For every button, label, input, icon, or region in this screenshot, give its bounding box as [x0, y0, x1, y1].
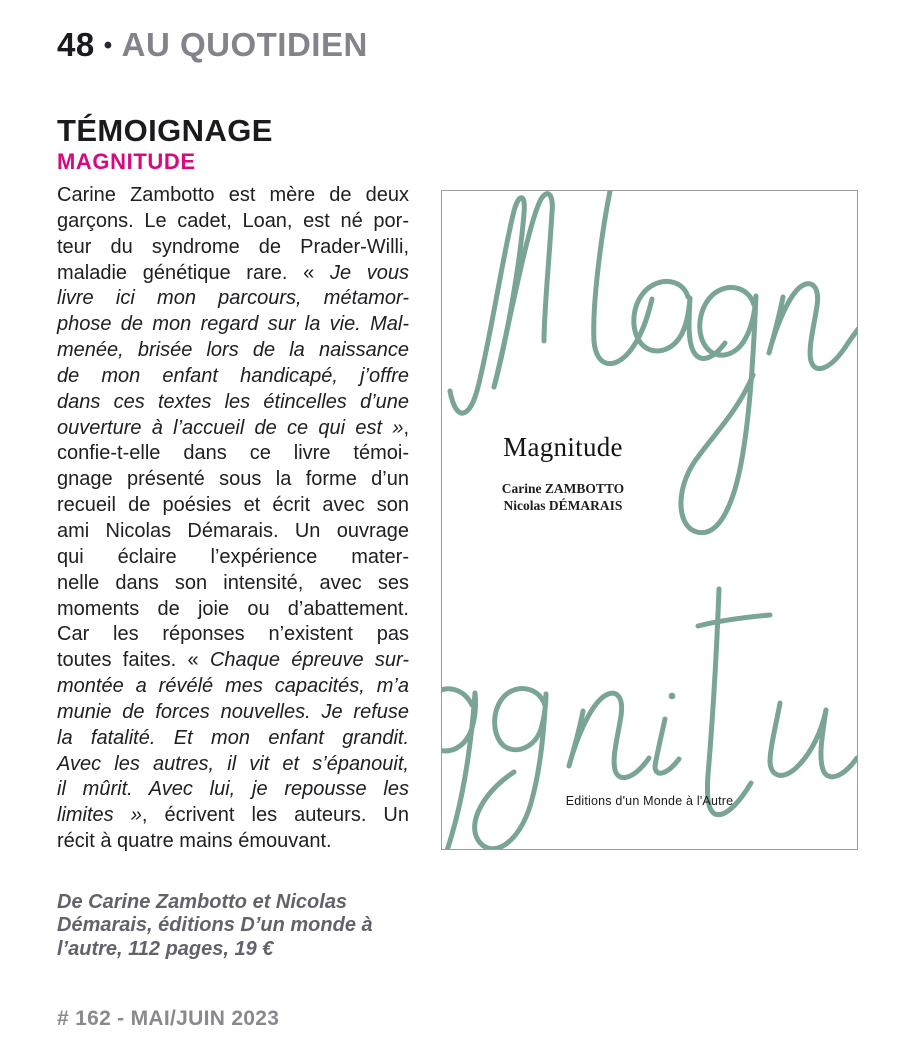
cover-script-bottom — [442, 589, 857, 849]
bullet-separator: • — [103, 32, 113, 59]
text-line: recueil de poésies et écrit avec son — [57, 494, 409, 517]
text-line: munie de forces nouvelles. Je refuse — [57, 700, 409, 723]
cover-publisher: Editions d'un Monde à l'Autre — [565, 794, 734, 808]
text-line: ouverture à l’accueil de ce qui est », — [57, 416, 409, 439]
text-line: ami Nicolas Démarais. Un ouvrage — [57, 519, 409, 542]
text-line: il mûrit. Avec lui, je repousse les — [57, 778, 409, 801]
text-line: nelle dans son intensité, avec ses — [57, 571, 409, 594]
book-cover-image — [441, 190, 858, 850]
page-number: 48 — [57, 26, 95, 63]
cover-author-2: Nicolas DÉMARAIS — [503, 498, 623, 513]
text-line: de mon enfant handicapé, j’offre — [57, 364, 409, 387]
article-body — [57, 183, 409, 855]
text-line: phose de mon regard sur la vie. Mal- — [57, 313, 409, 336]
text-line: gnage présenté sous la forme d’un — [57, 468, 409, 491]
issue-footer: # 162 - MAI/JUIN 2023 — [57, 1007, 280, 1030]
text-line: livre ici mon parcours, métamor- — [57, 287, 409, 310]
text-line: limites », écrivent les auteurs. Un — [57, 804, 409, 827]
text-line: Démarais, éditions D’un monde à — [57, 914, 373, 937]
book-credit — [57, 891, 427, 961]
text-line: la fatalité. Et mon enfant grandit. — [57, 726, 409, 749]
text-line: qui éclaire l’expérience mater- — [57, 545, 409, 568]
text-line: récit à quatre mains émouvant. — [57, 830, 332, 853]
text-line: l’autre, 112 pages, 19 € — [57, 937, 274, 960]
cover-authors — [442, 480, 684, 514]
article-title: MAGNITUDE — [57, 149, 196, 174]
text-line: moments de joie ou d’abattement. — [57, 597, 409, 620]
text-line: Carine Zambotto est mère de deux — [57, 184, 409, 206]
cover-author-1: Carine ZAMBOTTO — [501, 481, 625, 496]
cover-title: Magnitude — [503, 432, 623, 462]
text-line: teur du syndrome de Prader-Willi, — [57, 235, 409, 258]
article-kicker: TÉMOIGNAGE — [57, 113, 273, 148]
text-line: maladie génétique rare. « Je vous — [57, 261, 410, 284]
text-line: menée, brisée lors de la naissance — [57, 339, 409, 362]
text-line: garçons. Le cadet, Loan, est né por- — [57, 209, 409, 232]
text-line: montée a révélé mes capacités, m’a — [57, 675, 409, 698]
text-line: toutes faites. « Chaque épreuve sur- — [57, 649, 409, 672]
text-line: Avec les autres, il vit et s’épanouit, — [57, 752, 409, 775]
text-line: confie-t-elle dans ce livre témoi- — [57, 442, 409, 465]
section-title: AU QUOTIDIEN — [121, 26, 368, 63]
cover-script-art — [442, 191, 857, 849]
text-line: De Carine Zambotto et Nicolas — [57, 891, 348, 913]
text-line: Car les réponses n’existent pas — [57, 623, 409, 646]
text-line: dans ces textes les étincelles d’une — [57, 390, 409, 413]
page-header — [57, 26, 368, 64]
